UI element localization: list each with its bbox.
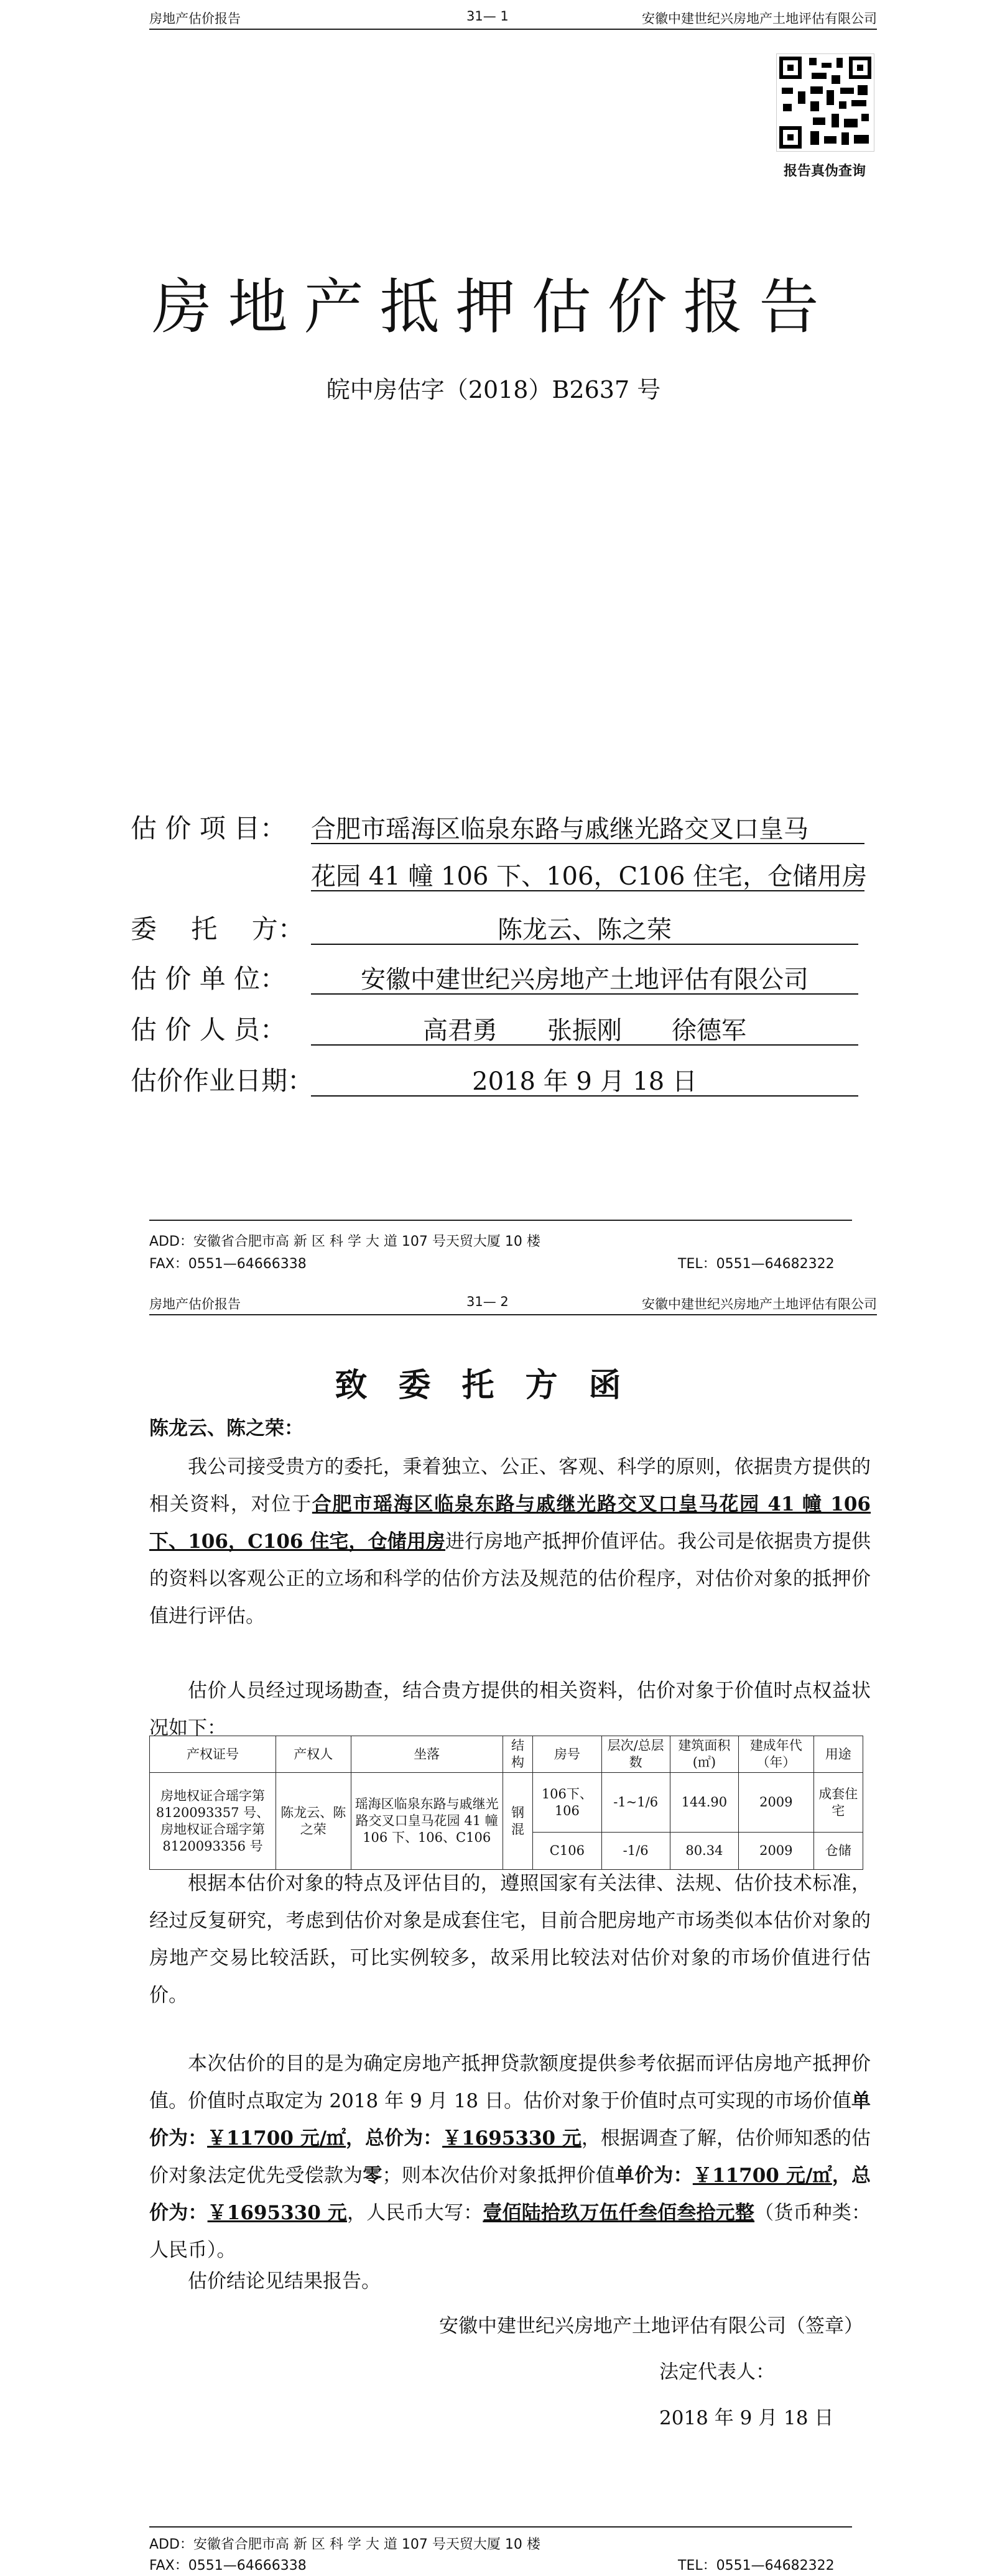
underline	[311, 1095, 858, 1097]
footer-fax: FAX：0551—64666338	[149, 1256, 307, 1272]
table-cell-area: 80.34	[670, 1833, 738, 1870]
table-cell-room: C106	[533, 1833, 601, 1870]
header-left: 房地产估价报告	[149, 11, 241, 26]
field-label-appraisal-firm: 估 价 单 位：	[131, 964, 287, 994]
paragraph-method: 根据本估价对象的特点及评估目的，遵照国家有关法律、法规、估价技术标准，经过反复研究，考虑到估价对象是成套住宅，目前合肥房地产市场类似本估价对象的房地产交易比较活跃，可比实例较多，故采用比较法对估价对象的市场价值进行估价。	[149, 1872, 871, 2007]
page-header	[149, 1292, 877, 1315]
market-total-price: ￥1695330 元	[442, 2127, 582, 2150]
field-value-work-date: 2018 年 9 月 18 日	[472, 1067, 697, 1096]
table-cell-floor: -1~1/6	[601, 1773, 670, 1833]
mortgage-unit-price: ￥11700 元/㎡	[692, 2164, 832, 2187]
table-cell-year: 2009	[739, 1773, 814, 1833]
field-value-appraisers: 高君勇 张振刚 徐德军	[423, 1016, 746, 1045]
property-rights-table	[149, 1736, 863, 1870]
table-header: 用途	[813, 1736, 863, 1773]
table-cell-floor: -1/6	[601, 1833, 670, 1870]
signature-company: 安徽中建世纪兴房地产土地评估有限公司（签章）	[439, 2315, 863, 2337]
table-header: 坐落	[351, 1736, 503, 1773]
table-cell-location: 瑶海区临泉东路与戚继光路交叉口皇马花园 41 幢 106 下、106、C106	[351, 1773, 503, 1870]
underline	[311, 890, 864, 891]
header-page-number: 31— 2	[466, 1294, 509, 1309]
field-label-work-date: 估价作业日期：	[131, 1065, 314, 1096]
field-value-project-line1: 合肥市瑶海区临泉东路与戚继光路交叉口皇马	[311, 815, 809, 844]
field-label-project: 估 价 项 目：	[131, 813, 287, 844]
underline	[311, 993, 858, 995]
letter-title: 致委托方函	[335, 1366, 652, 1404]
field-value-appraisal-firm: 安徽中建世纪兴房地产土地评估有限公司	[361, 965, 809, 994]
table-cell-use: 仓储	[813, 1833, 863, 1870]
table-header: 结构	[503, 1736, 532, 1773]
table-cell-structure: 钢混	[503, 1773, 532, 1870]
footer-address: ADD：安徽省合肥市高 新 区 科 学 大 道 107 号天贸大厦 10 楼	[149, 2537, 540, 2552]
underline	[311, 944, 858, 945]
footer-tel: TEL：0551—64682322	[678, 2558, 835, 2574]
footer-fax: FAX：0551—64666338	[149, 2558, 307, 2574]
paragraph-survey: 估价人员经过现场勘查，结合贵方提供的相关资料，估价对象于价值时点权益状况如下：	[149, 1680, 871, 1739]
footer-tel: TEL：0551—64682322	[678, 1256, 835, 1272]
document-number: 皖中房估字（2018）B2637 号	[326, 376, 661, 403]
underline	[311, 1044, 858, 1046]
qr-code[interactable]	[776, 53, 874, 152]
header-company: 安徽中建世纪兴房地产土地评估有限公司	[642, 11, 877, 26]
table-header: 层次/总层数	[601, 1736, 670, 1773]
table-cell-room: 106下、106	[533, 1773, 601, 1833]
field-value-client: 陈龙云、陈之荣	[498, 916, 672, 944]
header-company: 安徽中建世纪兴房地产土地评估有限公司	[642, 1297, 877, 1312]
underline	[311, 843, 864, 844]
salutation: 陈龙云、陈之荣：	[149, 1417, 304, 1440]
qr-caption: 报告真伪查询	[783, 163, 866, 179]
table-cell-owner: 陈龙云、陈之荣	[276, 1773, 351, 1870]
table-header: 建成年代（年）	[739, 1736, 814, 1773]
market-unit-price: ￥11700 元/㎡	[207, 2127, 346, 2150]
header-page-number: 31— 1	[466, 9, 509, 24]
paragraph-conclusion: 估价结论见结果报告。	[188, 2270, 381, 2293]
table-header: 建筑面积(㎡)	[670, 1736, 738, 1773]
signature-date: 2018 年 9 月 18 日	[659, 2407, 834, 2429]
page-header	[149, 6, 877, 30]
table-header-row	[150, 1736, 863, 1773]
property-address: 合肥市瑶海区临泉东路与戚继光路交叉口皇马花园 41 幢 106 下、106，C106 住宅，仓储用房	[149, 1493, 871, 1553]
table-row	[150, 1773, 863, 1833]
field-label-appraisers: 估 价 人 员：	[131, 1014, 287, 1045]
footer-divider	[149, 2526, 852, 2528]
table-cell-year: 2009	[739, 1833, 814, 1870]
report-title: 房地产抵押估价报告	[152, 272, 835, 342]
table-header: 产权证号	[150, 1736, 276, 1773]
table-header: 房号	[533, 1736, 601, 1773]
field-value-project-line2: 花园 41 幢 106 下、106，C106 住宅，仓储用房	[311, 862, 868, 891]
table-cell-use: 成套住宅	[813, 1773, 863, 1833]
amount-in-words: 壹佰陆拾玖万伍仟叁佰叁拾元整	[483, 2202, 755, 2224]
paragraph-intro: 我公司接受贵方的委托，秉着独立、公正、客观、科学的原则，依据贵方提供的相关资料，对位于合肥市瑶海区临泉东路与戚继光路交叉口皇马花园 41 幢 106 下、106，C106 住宅，仓储用房进行房地产抵押价值评估。我公司是依据贵方提供的资料以客观公正的立场和科学的估价方法及规范的估价程序，对估价对象的抵押价值进行评估。	[149, 1456, 871, 1627]
field-label-client: 委 托 方：	[131, 914, 304, 944]
footer-address: ADD：安徽省合肥市高 新 区 科 学 大 道 107 号天贸大厦 10 楼	[149, 1234, 540, 1249]
table-cell-area: 144.90	[670, 1773, 738, 1833]
signature-legal-rep: 法定代表人：	[659, 2361, 775, 2383]
mortgage-total-price: ￥1695330 元	[207, 2202, 347, 2224]
header-left: 房地产估价报告	[149, 1297, 241, 1312]
table-header: 产权人	[276, 1736, 351, 1773]
footer-divider	[149, 1220, 852, 1221]
paragraph-valuation: 本次估价的目的是为确定房地产抵押贷款额度提供参考依据而评估房地产抵押价值。价值时点取定为 2018 年 9 月 18 日。估价对象于价值时点可实现的市场价值单价为：￥11700 元/㎡，总价为：￥1695330 元，根据调查了解，估价师知悉的估价对象法定优先受偿款为零；则本次估价对象抵押价值单价为：￥11700 元/㎡，总价为：￥1695330 元，人民币大写：壹佰陆拾玖万伍仟叁佰叁拾元整（货币种类：人民币）。	[149, 2053, 871, 2261]
table-cell-cert: 房地权证合瑶字第 8120093357 号、房地权证合瑶字第 8120093356 号	[150, 1773, 276, 1870]
